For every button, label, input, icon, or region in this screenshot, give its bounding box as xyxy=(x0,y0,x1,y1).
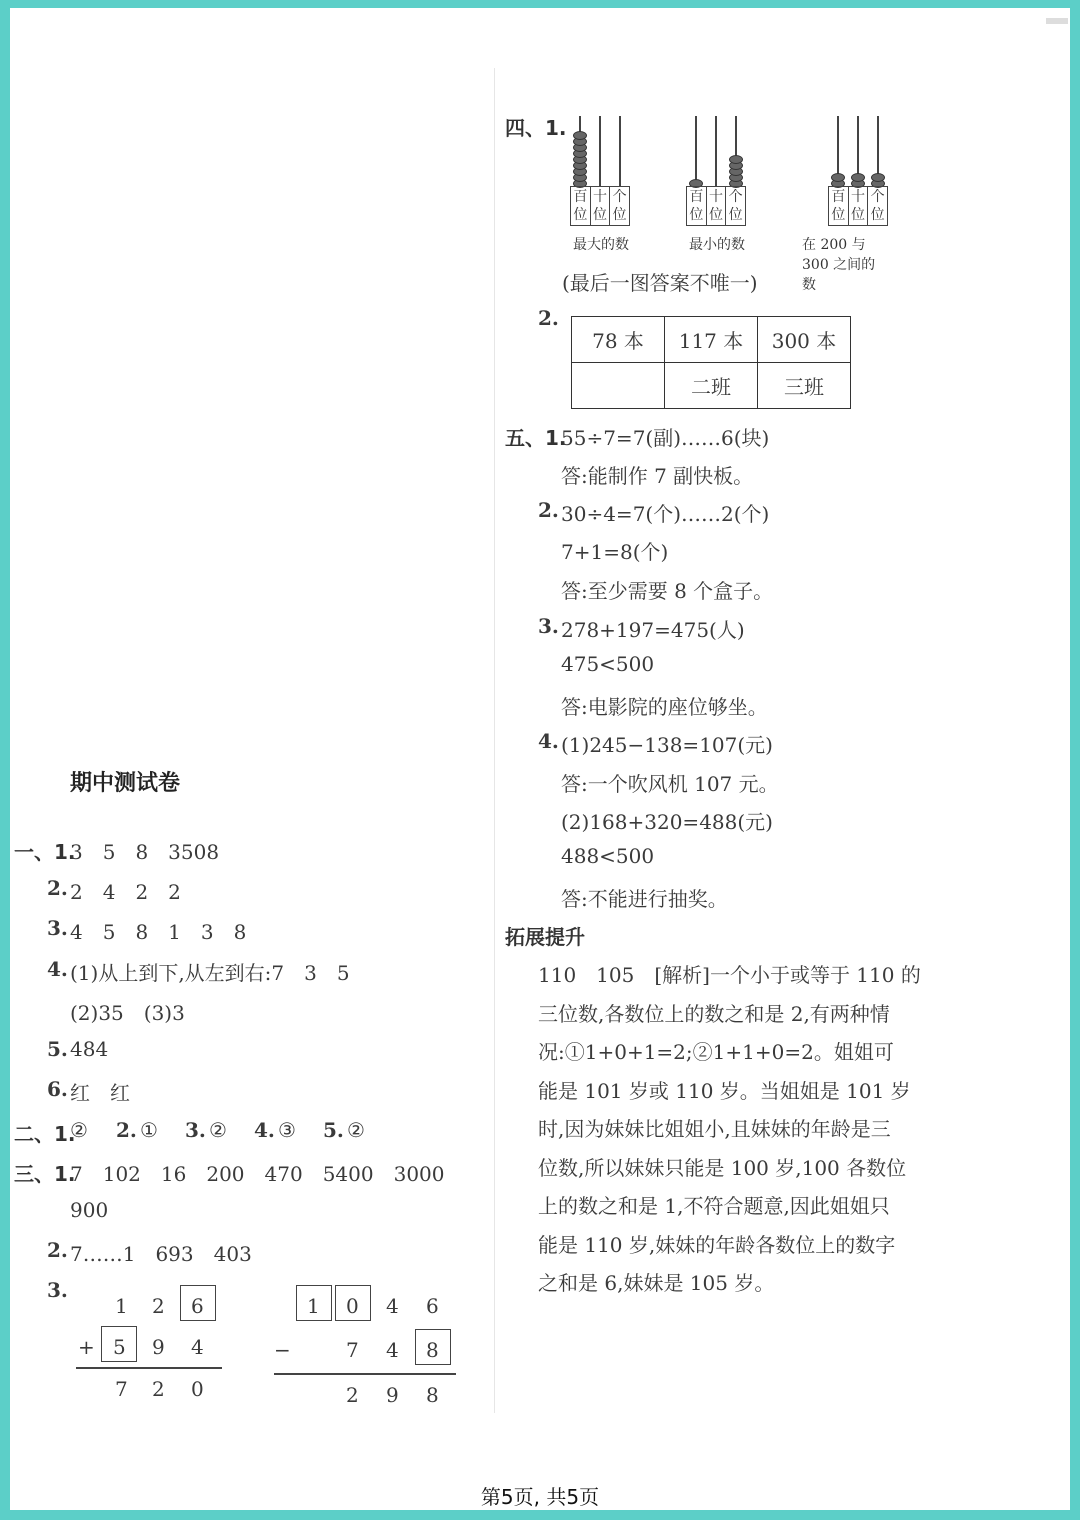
place-label: 位 xyxy=(831,207,846,223)
table-cell xyxy=(572,363,665,409)
question-number: 5. xyxy=(47,1037,68,1061)
answer-line: 488<500 xyxy=(561,844,655,868)
answer-line: 900 xyxy=(70,1198,109,1222)
answer-line: (2)168+320=488(元) xyxy=(561,810,773,834)
digit: 0 xyxy=(346,1294,359,1318)
place-label: 十 xyxy=(593,189,607,205)
digit: 5 xyxy=(113,1335,126,1359)
digit: 6 xyxy=(426,1294,439,1318)
answer-line: 278+197=475(人) xyxy=(561,618,745,642)
place-label: 十 xyxy=(709,189,723,205)
section-one-label: 一、1. xyxy=(14,840,76,864)
column-divider xyxy=(494,68,495,1413)
answer-line: 55÷7=7(副)……6(块) xyxy=(561,426,770,450)
digit: 7 xyxy=(346,1338,359,1362)
answer-line: 484 xyxy=(70,1037,109,1061)
digit: 8 xyxy=(426,1338,439,1362)
question-number: 3. xyxy=(47,916,68,940)
abacus-caption: 在 200 与 300 之间的数 xyxy=(802,237,876,293)
question-number: 4. xyxy=(47,957,68,981)
place-label: 十 xyxy=(851,189,865,205)
answer-circle: ③ xyxy=(278,1118,296,1142)
answer-line: 答:能制作 7 副快板。 xyxy=(561,464,754,488)
place-label: 位 xyxy=(573,207,588,223)
answer-line: 答:至少需要 8 个盒子。 xyxy=(561,579,774,603)
book-table xyxy=(571,316,851,409)
digit: 2 xyxy=(152,1294,165,1318)
corner-mark xyxy=(1046,18,1068,24)
place-label: 位 xyxy=(728,207,743,223)
answer-line: (1)从上到下,从左到右:7 3 5 xyxy=(70,961,350,985)
section-five-label: 五、1. xyxy=(505,426,567,450)
answer-line: 7 102 16 200 470 5400 3000 xyxy=(70,1162,445,1186)
question-number: 5. xyxy=(323,1118,344,1142)
answer-line: 475<500 xyxy=(561,652,655,676)
extension-line: 况:①1+0+1=2;②1+1+0=2。姐姐可 xyxy=(538,1040,894,1064)
place-label: 位 xyxy=(689,207,704,223)
answer-line: 7+1=8(个) xyxy=(561,540,669,564)
difference-line xyxy=(274,1373,456,1375)
place-label: 位 xyxy=(851,207,865,223)
question-number: 3. xyxy=(538,614,559,638)
place-label: 百 xyxy=(573,189,588,205)
extension-line: 能是 101 岁或 110 岁。当姐姐是 101 岁 xyxy=(538,1078,911,1103)
place-label: 百 xyxy=(831,189,846,205)
digit: 2 xyxy=(152,1377,165,1401)
page-footer: 第5页, 共5页 xyxy=(480,1485,600,1509)
section-two-label: 二、1. xyxy=(14,1122,76,1146)
section-four-label: 四、1. xyxy=(505,116,567,140)
abacus-between xyxy=(802,116,888,293)
abacus-caption: 最大的数 xyxy=(573,237,629,253)
extension-line: 之和是 6,妹妹是 105 岁。 xyxy=(538,1271,775,1295)
digit: 1 xyxy=(115,1294,128,1318)
digit: 0 xyxy=(191,1377,204,1401)
answer-line: 2 4 2 2 xyxy=(70,880,181,904)
table-cell: 78 本 xyxy=(572,317,665,363)
answer-line: 3 5 8 3508 xyxy=(70,840,220,864)
extension-line: 上的数之和是 1,不符合题意,因此姐姐只 xyxy=(538,1194,890,1218)
digit: 6 xyxy=(191,1294,204,1318)
answer-line: 7……1 693 403 xyxy=(70,1242,252,1266)
digit: 4 xyxy=(386,1338,399,1362)
extension-line: 三位数,各数位上的数之和是 2,有两种情 xyxy=(538,1001,890,1026)
digit: 8 xyxy=(426,1383,439,1407)
place-label: 个 xyxy=(870,189,885,205)
table-cell: 117 本 xyxy=(665,317,758,363)
answer-circle: ① xyxy=(140,1118,158,1142)
extension-line: 110 105 [解析]一个小于或等于 110 的 xyxy=(538,963,921,987)
abacus-caption: 最小的数 xyxy=(689,237,745,253)
place-label: 位 xyxy=(870,207,885,223)
question-number: 4. xyxy=(538,729,559,753)
operator: − xyxy=(274,1338,291,1362)
place-label: 百 xyxy=(689,189,704,205)
answer-line: (2)35 (3)3 xyxy=(70,1001,185,1025)
sum-line xyxy=(76,1367,222,1369)
question-number: 6. xyxy=(47,1077,68,1101)
question-number: 2. xyxy=(538,498,559,522)
table-cell: 二班 xyxy=(665,363,758,409)
place-label: 位 xyxy=(612,207,627,223)
answer-line: 30÷4=7(个)……2(个) xyxy=(561,502,770,526)
answer-line: 红 红 xyxy=(70,1081,130,1105)
answer-line: 答:不能进行抽奖。 xyxy=(561,887,728,911)
extension-title: 拓展提升 xyxy=(505,925,585,949)
digit: 4 xyxy=(386,1294,399,1318)
table-cell: 300 本 xyxy=(758,317,851,363)
table-cell: 三班 xyxy=(758,363,851,409)
question-number: 3. xyxy=(185,1118,206,1142)
place-label: 个 xyxy=(728,189,743,205)
question-number: 2. xyxy=(47,1238,68,1262)
note: (最后一图答案不唯一) xyxy=(562,271,758,295)
digit: 9 xyxy=(386,1383,399,1407)
section-three-label: 三、1. xyxy=(14,1162,76,1186)
question-number: 4. xyxy=(254,1118,275,1142)
question-number: 2. xyxy=(116,1118,137,1142)
question-number: 2. xyxy=(47,876,68,900)
extension-line: 位数,所以妹妹只能是 100 岁,100 各数位 xyxy=(538,1155,907,1180)
answer-line: 答:一个吹风机 107 元。 xyxy=(561,772,779,796)
extension-line: 能是 110 岁,妹妹的年龄各数位上的数字 xyxy=(538,1232,896,1257)
digit: 1 xyxy=(307,1294,320,1318)
abacus-max xyxy=(570,116,630,253)
answer-circle: ② xyxy=(209,1118,227,1142)
answer-circle: ② xyxy=(347,1118,365,1142)
place-label: 位 xyxy=(593,207,607,223)
extension-line: 时,因为妹妹比姐姐小,且妹妹的年龄是三 xyxy=(538,1117,891,1141)
answer-circle: ② xyxy=(70,1118,88,1142)
digit: 7 xyxy=(115,1377,128,1401)
section-title: 期中测试卷 xyxy=(70,771,181,796)
digit: 4 xyxy=(191,1335,204,1359)
answer-line: (1)245−138=107(元) xyxy=(561,733,773,757)
answer-line: 4 5 8 1 3 8 xyxy=(70,920,247,944)
question-number: 3. xyxy=(47,1278,68,1302)
document-page xyxy=(10,8,1070,1510)
operator: + xyxy=(78,1335,95,1359)
answer-line: 答:电影院的座位够坐。 xyxy=(561,695,768,719)
abacus-min xyxy=(686,116,746,253)
question-number: 2. xyxy=(538,306,559,330)
digit: 9 xyxy=(152,1335,165,1359)
place-label: 个 xyxy=(612,189,627,205)
place-label: 位 xyxy=(709,207,723,223)
digit: 2 xyxy=(346,1383,359,1407)
